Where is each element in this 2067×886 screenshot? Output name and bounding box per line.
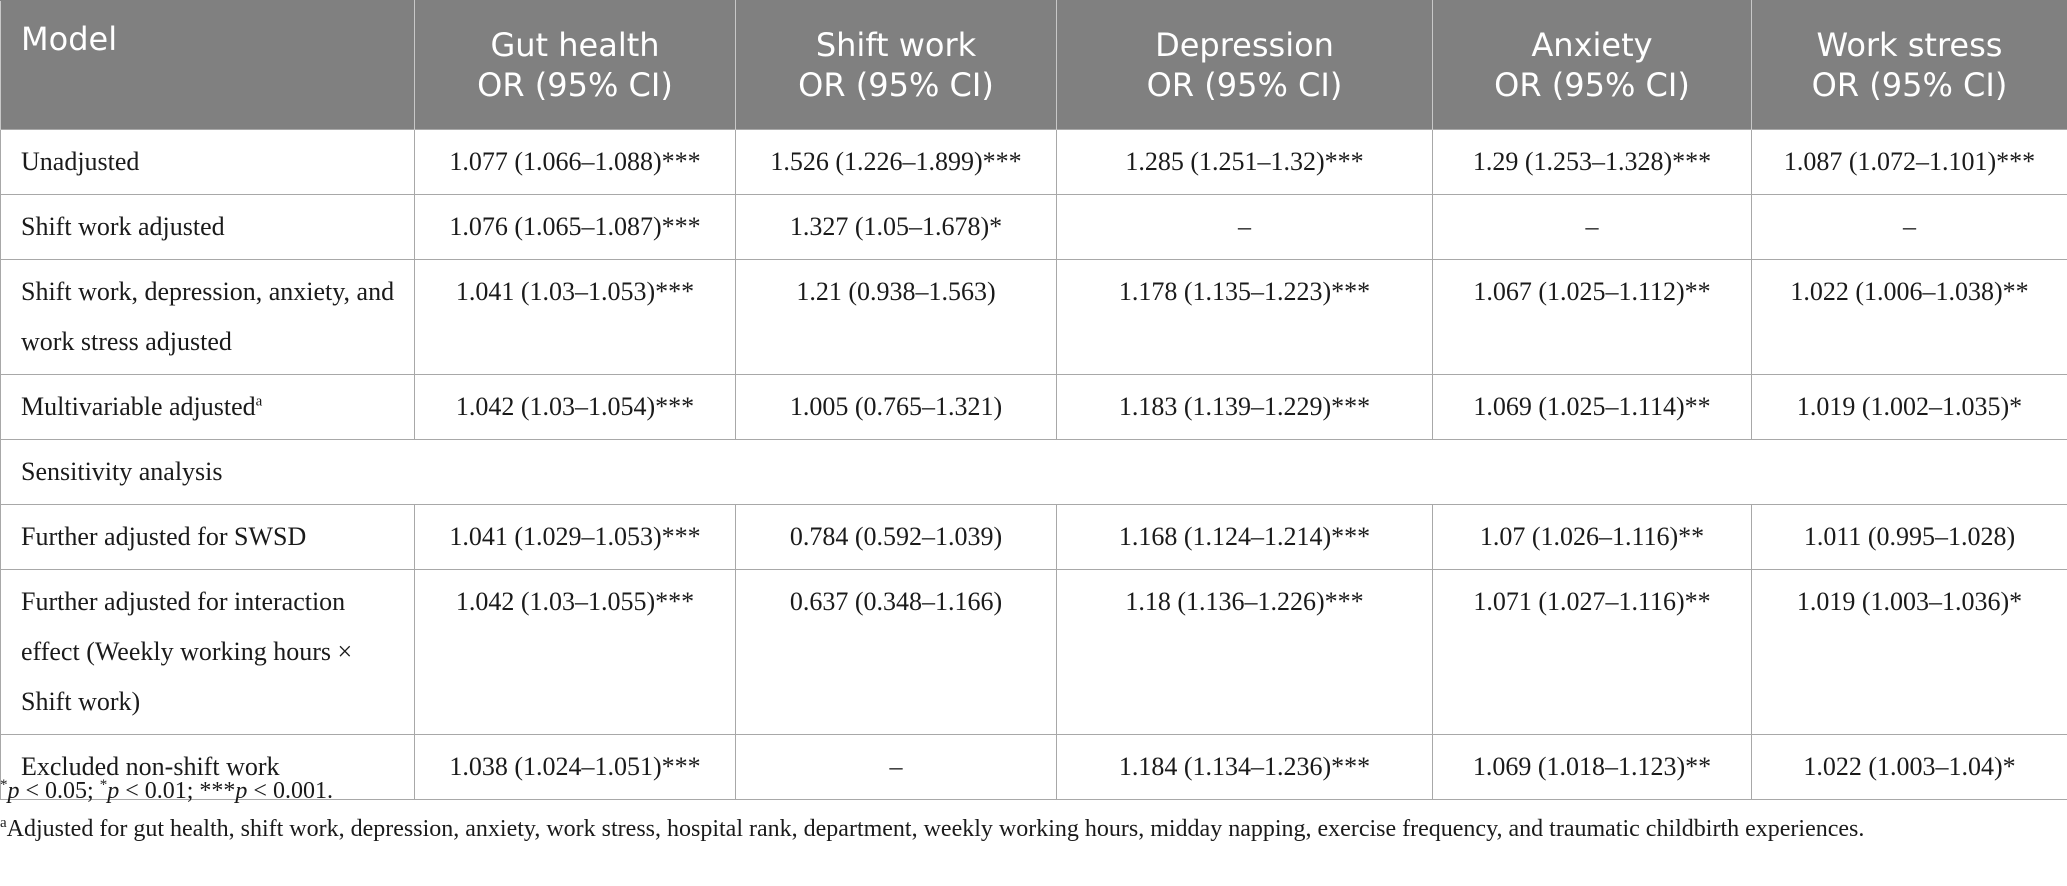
cell-shift-work: 1.526 (1.226–1.899)*** [736,130,1057,195]
header-work-stress [1752,1,2067,130]
header-anxiety-title: Anxiety [1531,26,1653,64]
footnote-a-text: Adjusted for gut health, shift work, depression, anxiety, work stress, hospital rank, department, weekly working hours, midday napping, exercise frequency, and traumatic childbirth experiences. [6,816,1865,842]
cell-work-stress: 1.087 (1.072–1.101)*** [1752,130,2067,195]
row-label: Unadjusted [1,130,415,195]
table-notes [0,772,2060,848]
sig-b-symbol: * [99,777,108,793]
cell-work-stress: 1.019 (1.002–1.035)* [1752,375,2067,440]
cell-work-stress: 1.022 (1.006–1.038)** [1752,260,2067,375]
cell-depression: – [1057,195,1433,260]
footnote-marker: a [255,393,263,410]
section-row [1,440,2067,505]
cell-work-stress: – [1752,195,2067,260]
row-label-text: Multivariable adjusted [21,392,256,421]
header-gut-health-title: Gut health [490,26,660,64]
cell-depression: 1.178 (1.135–1.223)*** [1057,260,1433,375]
table-row [1,195,2067,260]
cell-depression: 1.183 (1.139–1.229)*** [1057,375,1433,440]
header-work-stress-title: Work stress [1816,26,2003,64]
sig-c-threshold: < 0.001. [247,778,333,804]
header-gut-health [415,1,736,130]
header-work-stress-unit: OR (95% CI) [1811,66,2008,104]
cell-depression: 1.285 (1.251–1.32)*** [1057,130,1433,195]
cell-gut-health: 1.042 (1.03–1.054)*** [415,375,736,440]
cell-depression: 1.184 (1.134–1.236)*** [1057,735,1433,800]
sig-c-p: p [235,778,248,804]
row-label: Further adjusted for SWSD [1,505,415,570]
sig-c-symbol: *** [199,778,236,804]
sig-b-threshold: < 0.01; [119,778,200,804]
header-anxiety [1433,1,1752,130]
cell-gut-health: 1.077 (1.066–1.088)*** [415,130,736,195]
header-gut-health-unit: OR (95% CI) [477,66,673,104]
header-anxiety-unit: OR (95% CI) [1494,66,1690,104]
table-row [1,375,2067,440]
cell-anxiety: 1.069 (1.018–1.123)** [1433,735,1752,800]
cell-gut-health: 1.041 (1.029–1.053)*** [415,505,736,570]
cell-anxiety: 1.067 (1.025–1.112)** [1433,260,1752,375]
cell-work-stress: 1.011 (0.995–1.028) [1752,505,2067,570]
cell-gut-health: 1.076 (1.065–1.087)*** [415,195,736,260]
cell-depression: 1.18 (1.136–1.226)*** [1057,570,1433,735]
sig-b-p: p [107,778,120,804]
cell-shift-work: 1.005 (0.765–1.321) [736,375,1057,440]
table-row [1,505,2067,570]
header-shift-work-title: Shift work [815,26,977,64]
cell-shift-work: 0.784 (0.592–1.039) [736,505,1057,570]
table-row [1,130,2067,195]
sig-a-p: p [7,778,20,804]
sig-a-threshold: < 0.05; [19,778,100,804]
header-depression-unit: OR (95% CI) [1146,66,1343,104]
significance-note [0,772,2060,810]
table-row [1,570,2067,735]
section-label: Sensitivity analysis [1,440,2067,505]
cell-shift-work: 1.21 (0.938–1.563) [736,260,1057,375]
cell-shift-work: – [736,735,1057,800]
cell-gut-health: 1.041 (1.03–1.053)*** [415,260,736,375]
row-label-multivariable [1,375,415,440]
row-label: Shift work adjusted [1,195,415,260]
header-model [1,1,415,130]
footnote-a [0,810,2060,848]
header-shift-work-unit: OR (95% CI) [798,66,994,104]
row-label: Excluded non-shift work [1,735,415,800]
cell-anxiety: 1.069 (1.025–1.114)** [1433,375,1752,440]
header-model-label: Model [21,20,118,58]
cell-work-stress: 1.019 (1.003–1.036)* [1752,570,2067,735]
cell-gut-health: 1.042 (1.03–1.055)*** [415,570,736,735]
footnote-a-marker: a [0,815,7,831]
sig-a-symbol: * [0,777,8,793]
cell-shift-work: 0.637 (0.348–1.166) [736,570,1057,735]
header-depression-title: Depression [1155,26,1334,64]
cell-depression: 1.168 (1.124–1.214)*** [1057,505,1433,570]
header-shift-work [736,1,1057,130]
row-label: Further adjusted for interaction effect (Weekly working hours × Shift work) [1,570,415,735]
header-depression [1057,1,1433,130]
cell-work-stress: 1.022 (1.003–1.04)* [1752,735,2067,800]
row-label: Shift work, depression, anxiety, and work stress adjusted [1,260,415,375]
table-row [1,260,2067,375]
cell-anxiety: – [1433,195,1752,260]
header-row [1,1,2067,130]
cell-anxiety: 1.07 (1.026–1.116)** [1433,505,1752,570]
cell-gut-health: 1.038 (1.024–1.051)*** [415,735,736,800]
cell-anxiety: 1.071 (1.027–1.116)** [1433,570,1752,735]
cell-shift-work: 1.327 (1.05–1.678)* [736,195,1057,260]
cell-anxiety: 1.29 (1.253–1.328)*** [1433,130,1752,195]
